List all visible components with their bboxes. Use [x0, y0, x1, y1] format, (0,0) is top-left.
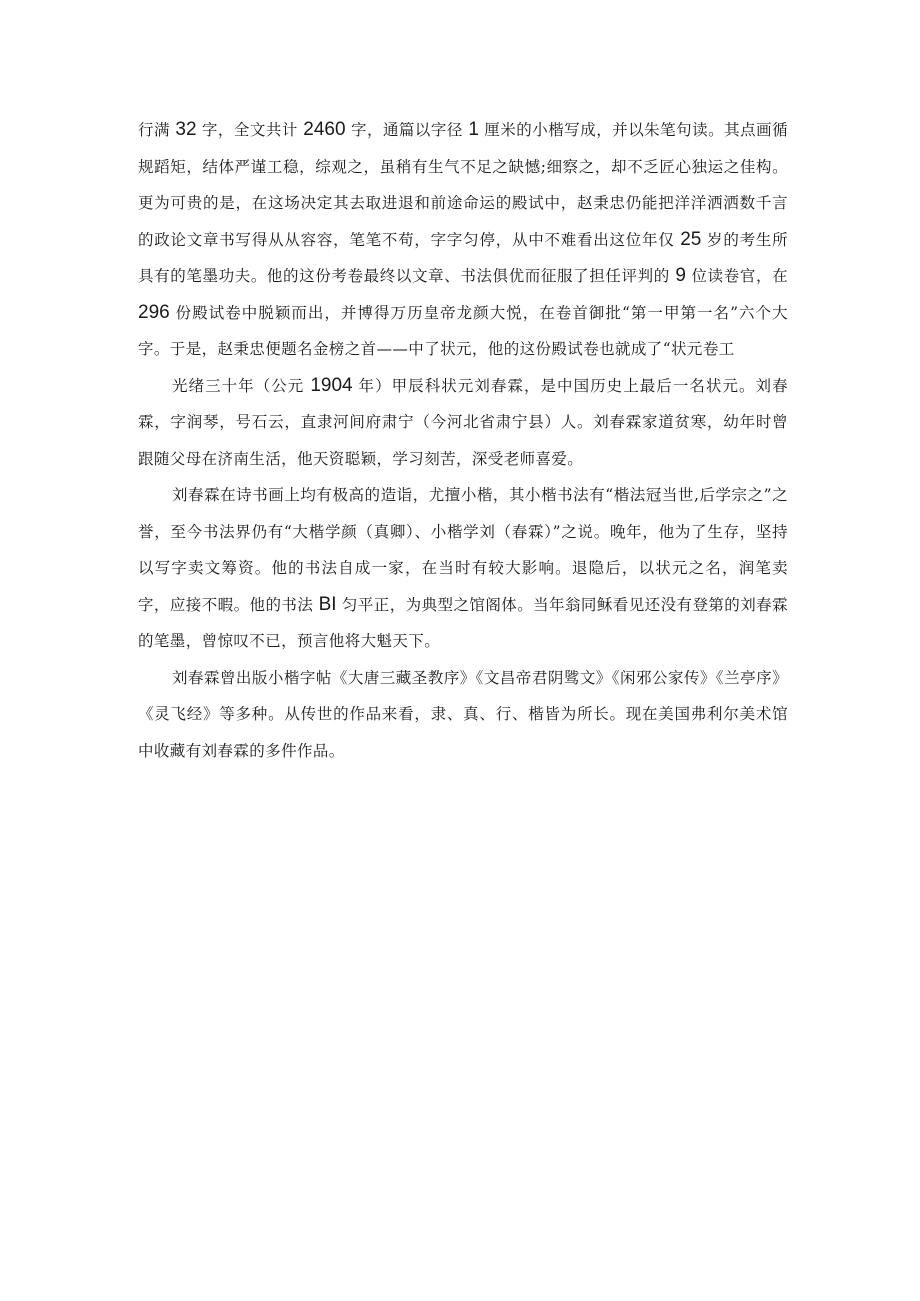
numeral-text: 32: [175, 119, 197, 140]
paragraph-text: 厘米的小楷写成，并以朱笔句读。其点画循规蹈矩，结体严谨工稳，综观之，虽稍有生气不足之缺憾;细察之，却不乏匠心独运之佳构。更为可贵的是，在这场决定其去取进退和前途命运的殿试中，赵秉忠仍能把洋洋洒洒数千言的政论文章书写得从从容容，笔笔不苟，字字匀停，从中不难看出这位年仅: [138, 121, 788, 249]
numeral-text: 1904: [310, 374, 353, 396]
paragraph-text: 位读卷官，在: [685, 267, 788, 285]
paragraph-text: 字，全文共计: [196, 121, 304, 139]
paragraph-text: 岁的考生所具有的笔墨功夫。他的这份考卷最终以文章、书法俱优而征服了担任评判的: [138, 230, 788, 285]
paragraph-text: 光绪三十年（公元: [172, 376, 311, 395]
paragraph-text: 刘春霖曾出版小楷字帖《大唐三藏圣教序》《文昌帝君阴骘文》《闲邪公家传》《兰亭序》《灵飞经》等多种。从传世的作品来看，隶、真、行、楷皆为所长。现在美国弗利尔美术馆中收藏有刘春霖的多件作品。: [138, 668, 788, 760]
paragraph-1: [138, 112, 788, 368]
paragraph-text: 行满: [138, 121, 176, 139]
paragraph-text: 刘春霖在诗书画上均有极高的造诣，尤擅小楷，其小楷书法有“楷法冠当世,后学宗之”之誉，至今书法界仍有“大楷学颜（真卿）、小楷学刘（春霖）”之说。晚年，他为了生存，坚持以写字卖文筹资。他的书法自成一家，在当时有较大影响。退隐后，以状元之名，润笔卖字，应接不暇。他的书法: [138, 486, 788, 614]
numeral-text: 1: [468, 119, 479, 140]
numeral-text: BI: [318, 593, 337, 615]
paragraph-text: 份殿试卷中脱颖而出，并博得万历皇帝龙颜大悦，在卷首御批“第一甲第一名”六个大字。于是，赵秉忠便题名金榜之首——中了状元，他的这份殿试卷也就成了“状元卷工: [138, 303, 788, 358]
numeral-text: 296: [138, 301, 170, 323]
numeral-text: 25: [680, 228, 702, 250]
paragraph-text: 匀平正，为典型之馆阁体。当年翁同稣看见还没有登第的刘春霖的笔墨，曾惊叹不已，预言他将大魁天下。: [138, 595, 789, 650]
paragraph-text: 字，通篇以字径: [345, 121, 469, 139]
numeral-text: 9: [675, 265, 686, 286]
document-body: [138, 112, 788, 769]
paragraph-2: [138, 368, 788, 478]
paragraph-text: 年）甲辰科状元刘春霖，是中国历史上最后一名状元。刘春霖，字润琴，号石云，直隶河间府肃宁（今河北省肃宁县）人。刘春霖家道贫寒，幼年时曾跟随父母在济南生活，他天资聪颖，学习刻苦，深受老师喜爱。: [138, 376, 789, 468]
numeral-text: 2460: [303, 119, 346, 140]
paragraph-3: [138, 477, 788, 660]
paragraph-4: [138, 660, 788, 770]
